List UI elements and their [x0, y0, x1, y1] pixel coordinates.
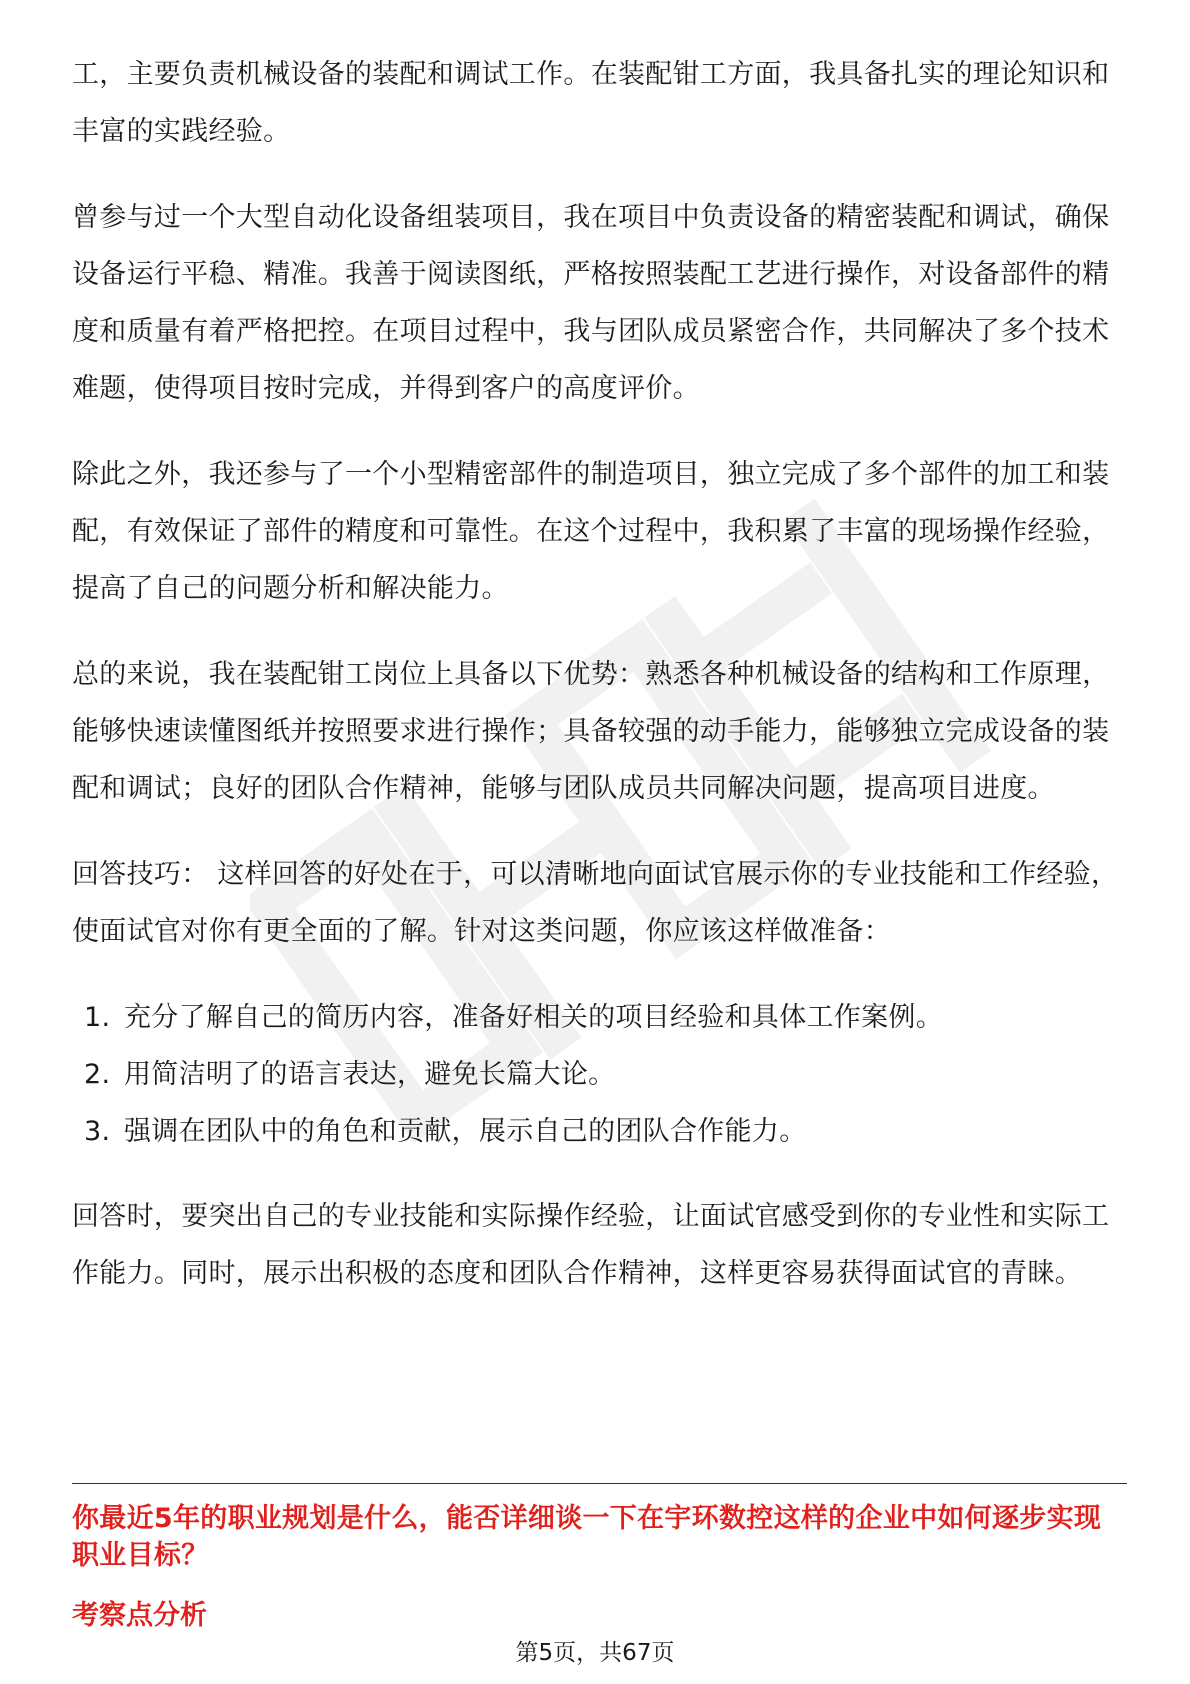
analysis-subheading: 考察点分析: [72, 1600, 207, 1631]
list-item: [72, 989, 1127, 1046]
closing-paragraph: 回答时，要突出自己的专业技能和实际操作经验，让面试官感受到你的专业性和实际工作能力。同时，展示出积极的态度和团队合作精神，这样更容易获得面试官的青睐。: [72, 1201, 1110, 1289]
question-heading: 你最近5年的职业规划是什么，能否详细谈一下在宇环数控这样的企业中如何逐步实现职业目标？: [72, 1503, 1102, 1571]
list-number: 2.: [84, 1059, 111, 1090]
tips-list: [72, 989, 1127, 1160]
answer-tips-intro: 回答技巧： 这样回答的好处在于，可以清晰地向面试官展示你的专业技能和工作经验，使面试官对你有更全面的了解。针对这类问题，你应该这样做准备：: [72, 859, 1119, 947]
list-number: 1.: [84, 1002, 111, 1033]
document-body: [72, 46, 1127, 1331]
list-text: 充分了解自己的简历内容，准备好相关的项目经验和具体工作案例。: [124, 1002, 943, 1033]
list-number: 3.: [84, 1116, 111, 1147]
paragraph: 总的来说，我在装配钳工岗位上具备以下优势：熟悉各种机械设备的结构和工作原理，能够快速读懂图纸并按照要求进行操作；具备较强的动手能力，能够独立完成设备的装配和调试；良好的团队合作精神，能够与团队成员共同解决问题，提高项目进度。: [72, 659, 1110, 804]
paragraph: 曾参与过一个大型自动化设备组装项目，我在项目中负责设备的精密装配和调试，确保设备运行平稳、精准。我善于阅读图纸，严格按照装配工艺进行操作，对设备部件的精度和质量有着严格把控。在项目过程中，我与团队成员紧密合作，共同解决了多个技术难题，使得项目按时完成，并得到客户的高度评价。: [72, 202, 1110, 404]
paragraph: 工，主要负责机械设备的装配和调试工作。在装配钳工方面，我具备扎实的理论知识和丰富的实践经验。: [72, 59, 1110, 147]
paragraph: 除此之外，我还参与了一个小型精密部件的制造项目，独立完成了多个部件的加工和装配，有效保证了部件的精度和可靠性。在这个过程中，我积累了丰富的现场操作经验，提高了自己的问题分析和解决能力。: [72, 459, 1110, 604]
list-item: [72, 1046, 1127, 1103]
list-item: [72, 1103, 1127, 1160]
section-divider: [72, 1483, 1127, 1484]
page-number-footer: 第5页，共67页: [515, 1640, 675, 1666]
list-text: 强调在团队中的角色和贡献，展示自己的团队合作能力。: [124, 1116, 807, 1147]
list-text: 用简洁明了的语言表达，避免长篇大论。: [124, 1059, 616, 1090]
